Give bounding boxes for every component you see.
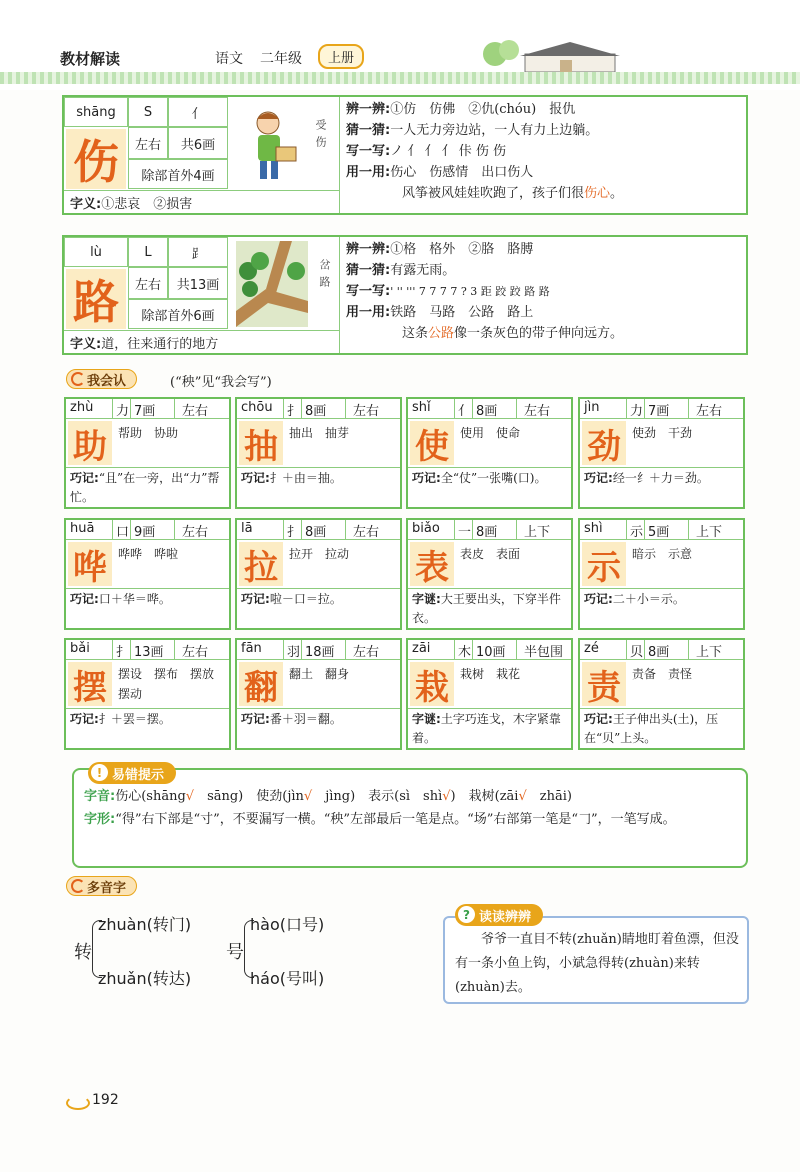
poly-reading-zhuan-4: zhuàn(转门) xyxy=(98,915,192,934)
char-pinyin: zhù xyxy=(70,400,94,415)
tip-label: 巧记: xyxy=(584,592,613,606)
divider xyxy=(688,399,689,419)
divider xyxy=(112,640,113,660)
char-pinyin: shǐ xyxy=(412,400,431,415)
divider xyxy=(454,520,455,540)
card-header-row xyxy=(237,520,400,540)
char-structure: 左右 xyxy=(182,645,209,660)
divider xyxy=(283,520,284,540)
divider xyxy=(237,588,400,589)
use-label: 用一用: xyxy=(346,165,391,180)
compare-label: 辨一辨: xyxy=(346,242,391,257)
divider xyxy=(644,640,645,660)
meaning-row xyxy=(70,193,192,212)
sentence-highlight: 伤心 xyxy=(584,186,611,201)
char-radical: 力 xyxy=(116,404,130,419)
char-radical: 一 xyxy=(458,525,472,540)
error-tips-title xyxy=(88,762,176,784)
char-tip xyxy=(70,710,228,729)
char-strokes: 13画 xyxy=(134,645,164,660)
tip-label: 巧记: xyxy=(584,712,613,726)
error-tips-title-text: 易错提示 xyxy=(112,767,165,783)
pinyin-cell: lù xyxy=(64,237,128,267)
char-words: 责备 责怪 xyxy=(632,667,693,681)
card-divider xyxy=(339,97,340,213)
divider xyxy=(472,399,473,419)
card-header-row xyxy=(237,640,400,660)
divider xyxy=(345,640,346,660)
divider xyxy=(345,520,346,540)
divider xyxy=(472,640,473,660)
divider xyxy=(130,520,131,540)
poly-char-hao: 号 xyxy=(226,942,244,963)
card-header-row xyxy=(580,399,743,419)
meaning-text: 道，往来通行的地方 xyxy=(101,337,219,352)
char-radical: 扌 xyxy=(287,404,301,419)
reading-title xyxy=(455,904,543,926)
divider xyxy=(408,467,571,468)
big-character: 路 xyxy=(66,269,126,329)
pronunciation-text: 伤心(shāng√ sāng) 使劲(jìn√ jìng) 表示(sì shì√) 栽树(zāi√ zhāi) xyxy=(115,789,572,804)
card-header-row xyxy=(580,640,743,660)
word-card-shang xyxy=(62,95,748,215)
char-card xyxy=(406,518,573,630)
char-words: 暗示 示意 xyxy=(632,547,693,561)
tip-text: “且”在一旁，出“力”帮忙。 xyxy=(70,471,220,504)
tip-label: 巧记: xyxy=(70,471,99,485)
divider xyxy=(644,520,645,540)
tip-label: 字谜: xyxy=(412,712,441,726)
char-words: 使用 使命 xyxy=(460,426,521,440)
char-card xyxy=(64,518,231,630)
char-glyph: 示 xyxy=(582,542,626,586)
compare-label: 辨一辨: xyxy=(346,102,391,117)
write-label: 写一写: xyxy=(346,284,391,299)
strokes-cell: 共13画 xyxy=(168,267,228,299)
section-label-recognize xyxy=(66,369,137,389)
tip-text: 大王要出头，下穿半件衣。 xyxy=(412,592,561,625)
char-tip xyxy=(584,710,742,748)
page-number: 192 xyxy=(92,1092,119,1108)
char-radical: 示 xyxy=(630,525,644,540)
header-band xyxy=(0,72,800,84)
word-card-lu xyxy=(62,235,748,355)
divider xyxy=(130,399,131,419)
swirl-icon xyxy=(71,879,85,893)
divider xyxy=(408,708,571,709)
char-tip xyxy=(70,590,228,609)
form-label: 字形: xyxy=(84,812,116,827)
char-words: 拉开 拉动 xyxy=(289,547,350,561)
form-row xyxy=(84,808,740,832)
char-strokes: 18画 xyxy=(305,645,335,660)
divider xyxy=(174,640,175,660)
poly-reading-hao-4: hào(口号) xyxy=(250,915,325,934)
char-card xyxy=(235,397,402,509)
tip-text: 番＋羽＝翻。 xyxy=(269,712,342,726)
char-words: 翻土 翻身 xyxy=(289,667,350,681)
char-radical: 力 xyxy=(630,404,644,419)
divider xyxy=(644,399,645,419)
char-strokes: 5画 xyxy=(648,525,670,540)
char-strokes: 10画 xyxy=(476,645,506,660)
strokes-ex-cell: 除部首外6画 xyxy=(128,299,228,329)
divider xyxy=(345,399,346,419)
divider xyxy=(301,640,302,660)
divider xyxy=(66,708,229,709)
char-glyph: 劲 xyxy=(582,421,626,465)
char-strokes: 8画 xyxy=(305,404,327,419)
char-words: 哗哗 哗啦 xyxy=(118,547,179,561)
char-structure: 左右 xyxy=(696,404,723,419)
char-glyph: 哗 xyxy=(68,542,112,586)
radical-cell: ⻊ xyxy=(168,237,228,267)
divider xyxy=(237,708,400,709)
char-words: 表皮 表面 xyxy=(460,547,521,561)
char-words: 抽出 抽芽 xyxy=(289,426,350,440)
char-card xyxy=(578,638,745,750)
tip-text: 经一纟＋力＝劲。 xyxy=(612,471,709,485)
char-tip xyxy=(412,469,570,488)
char-structure: 上下 xyxy=(696,645,723,660)
char-glyph: 抽 xyxy=(239,421,283,465)
char-structure: 左右 xyxy=(353,645,380,660)
char-words: 栽树 栽花 xyxy=(460,667,521,681)
char-pinyin: shì xyxy=(584,521,603,536)
card-header-row xyxy=(237,399,400,419)
char-radical: 口 xyxy=(116,525,130,540)
structure-cell: 左右 xyxy=(128,127,168,159)
char-pinyin: fān xyxy=(241,641,262,656)
char-tip xyxy=(241,710,399,729)
char-structure: 左右 xyxy=(182,404,209,419)
divider xyxy=(408,588,571,589)
divider xyxy=(516,640,517,660)
char-structure: 左右 xyxy=(182,525,209,540)
tip-label: 巧记: xyxy=(241,471,270,485)
tip-text: 扌＋由＝抽。 xyxy=(269,471,342,485)
pinyin-cell: shāng xyxy=(64,97,128,127)
riddle-label: 猜一猜: xyxy=(346,123,391,138)
page-swirl-icon xyxy=(66,1096,90,1110)
sentence-highlight: 公路 xyxy=(428,326,455,341)
char-pinyin: jìn xyxy=(584,400,600,415)
subject-label: 语文 xyxy=(215,51,243,67)
char-tip xyxy=(584,469,742,488)
divider xyxy=(174,399,175,419)
meaning-row xyxy=(70,333,218,352)
char-pinyin: chōu xyxy=(241,400,273,415)
tip-label: 巧记: xyxy=(412,471,441,485)
char-radical: 亻 xyxy=(458,404,472,419)
divider xyxy=(626,399,627,419)
char-strokes: 8画 xyxy=(305,525,327,540)
pronunciation-row xyxy=(84,786,740,808)
card-header-row xyxy=(66,520,229,540)
char-tip xyxy=(412,710,570,748)
char-card xyxy=(406,638,573,750)
section-label-text: 多音字 xyxy=(87,880,127,896)
char-strokes: 7画 xyxy=(648,404,670,419)
book-title: 教材解读 xyxy=(60,50,121,68)
divider xyxy=(66,467,229,468)
card-details xyxy=(346,239,746,344)
tip-label: 巧记: xyxy=(584,471,613,485)
divider xyxy=(626,520,627,540)
poly-char-zhuan: 转 xyxy=(74,942,92,963)
char-pinyin: biǎo xyxy=(412,521,440,536)
road-illustration xyxy=(236,241,308,327)
strokes-cell: 共6画 xyxy=(168,127,228,159)
section-note: (“秧”见“我会写”) xyxy=(170,375,272,390)
card-divider xyxy=(339,237,340,353)
divider xyxy=(283,640,284,660)
divider xyxy=(283,399,284,419)
char-radical: 木 xyxy=(458,645,472,660)
swirl-icon xyxy=(71,372,85,386)
compare-text: ①格 格外 ②胳 胳膊 xyxy=(390,242,534,257)
house-illustration xyxy=(465,40,645,74)
char-glyph: 表 xyxy=(410,542,454,586)
char-glyph: 摆 xyxy=(68,662,112,706)
divider xyxy=(580,588,743,589)
divider xyxy=(516,520,517,540)
char-radical: 扌 xyxy=(116,645,130,660)
char-pinyin: zé xyxy=(584,641,599,656)
initial-cell: L xyxy=(128,237,168,267)
char-tip xyxy=(584,590,742,609)
riddle-text: 一人无力旁边站，一人有力上边躺。 xyxy=(390,123,599,138)
tip-text: 扌＋罢＝摆。 xyxy=(98,712,171,726)
divider xyxy=(301,520,302,540)
meaning-label: 字义: xyxy=(70,197,102,212)
card-header-row xyxy=(580,520,743,540)
char-pinyin: huā xyxy=(70,521,95,536)
section-label-text: 我会认 xyxy=(87,373,127,389)
sentence-pre: 风筝被风娃娃吹跑了，孩子们很 xyxy=(402,186,585,201)
char-glyph: 助 xyxy=(68,421,112,465)
tip-text: 土字巧连戈，木字紧靠着。 xyxy=(412,712,561,745)
write-label: 写一写: xyxy=(346,144,391,159)
strokes-ex-cell: 除部首外4画 xyxy=(128,159,228,189)
card-details xyxy=(346,99,746,204)
divider xyxy=(580,467,743,468)
boy-illustration xyxy=(240,107,300,182)
volume-badge: 上册 xyxy=(318,44,364,69)
divider xyxy=(130,640,131,660)
reading-box xyxy=(443,916,749,1004)
form-text: “得”右下部是“寸”，不要漏写一横。“秧”左部最后一笔是点。“场”右部第一笔是“𠃌”，一笔写成。 xyxy=(115,812,676,827)
meaning-label: 字义: xyxy=(70,337,102,352)
example-sentence xyxy=(346,183,746,204)
divider xyxy=(66,588,229,589)
char-tip xyxy=(412,590,570,628)
divider xyxy=(174,520,175,540)
card-header-row xyxy=(66,399,229,419)
tip-label: 巧记: xyxy=(70,712,99,726)
divider xyxy=(688,640,689,660)
section-label-polyphone xyxy=(66,876,137,896)
char-glyph: 责 xyxy=(582,662,626,706)
card-header-row xyxy=(408,520,571,540)
usage-words: 伤心 伤感情 出口伤人 xyxy=(390,165,534,180)
tip-text: 二＋小＝示。 xyxy=(612,592,685,606)
stroke-order: ' '' ''' 7 7 7 7 ? 3 距 跤 跤 路 路 xyxy=(390,285,550,298)
card-header-row xyxy=(66,640,229,660)
initial-cell: S xyxy=(128,97,168,127)
divider xyxy=(472,520,473,540)
sentence-post: 。 xyxy=(610,186,624,201)
picture-caption: 受伤 xyxy=(314,119,327,153)
exclamation-icon: ! xyxy=(91,764,108,781)
char-structure: 左右 xyxy=(353,525,380,540)
char-structure: 半包围 xyxy=(524,645,564,660)
char-card xyxy=(578,518,745,630)
char-card xyxy=(64,638,231,750)
grade-label: 二年级 xyxy=(260,51,302,67)
divider xyxy=(237,467,400,468)
stroke-order: ノ 亻 亻 亻 佧 伤 伤 xyxy=(390,144,506,159)
usage-words: 铁路 马路 公路 路上 xyxy=(390,305,534,320)
char-tip xyxy=(70,469,228,507)
example-sentence xyxy=(346,323,746,344)
char-tip xyxy=(241,469,399,488)
meaning-text: ①悲哀 ②损害 xyxy=(101,197,193,212)
char-glyph: 翻 xyxy=(239,662,283,706)
tip-label: 巧记: xyxy=(241,712,270,726)
use-label: 用一用: xyxy=(346,305,391,320)
card-header-row xyxy=(408,640,571,660)
riddle-text: 有露无雨。 xyxy=(390,263,456,278)
char-glyph: 栽 xyxy=(410,662,454,706)
divider xyxy=(626,640,627,660)
char-structure: 上下 xyxy=(524,525,551,540)
sentence-pre: 这条 xyxy=(402,326,429,341)
tip-text: 口＋华＝哗。 xyxy=(98,592,171,606)
tip-label: 巧记: xyxy=(241,592,270,606)
char-radical: 羽 xyxy=(287,645,301,660)
char-tip xyxy=(241,590,399,609)
char-pinyin: bǎi xyxy=(70,641,90,656)
tip-text: 王子伸出头(土)，压在“贝”上头。 xyxy=(584,712,719,745)
char-strokes: 8画 xyxy=(476,404,498,419)
question-icon: ? xyxy=(458,906,475,923)
tip-label: 字谜: xyxy=(412,592,441,606)
divider xyxy=(112,520,113,540)
divider xyxy=(688,520,689,540)
structure-cell: 左右 xyxy=(128,267,168,299)
reading-title-text: 读读辨辨 xyxy=(479,909,532,925)
poly-reading-hao-2: háo(号叫) xyxy=(250,969,325,988)
char-strokes: 7画 xyxy=(134,404,156,419)
tip-label: 巧记: xyxy=(70,592,99,606)
riddle-label: 猜一猜: xyxy=(346,263,391,278)
char-card xyxy=(578,397,745,509)
big-character: 伤 xyxy=(66,129,126,189)
pronunciation-label: 字音: xyxy=(84,789,116,804)
divider xyxy=(516,399,517,419)
poly-reading-zhuan-3: zhuǎn(转达) xyxy=(98,969,192,988)
reading-text: 爷爷一直目不转(zhuǎn)睛地盯着鱼漂，但没有一条小鱼上钩，小斌急得转(zhuàn)来转(zhuàn)去。 xyxy=(455,932,739,995)
card-header-row xyxy=(408,399,571,419)
char-structure: 上下 xyxy=(696,525,723,540)
char-structure: 左右 xyxy=(524,404,551,419)
meaning-divider xyxy=(64,190,339,191)
char-words: 使劲 干劲 xyxy=(632,426,693,440)
char-pinyin: zāi xyxy=(412,641,431,656)
tip-text: 啦－口＝拉。 xyxy=(269,592,342,606)
divider xyxy=(580,708,743,709)
char-card xyxy=(406,397,573,509)
char-card xyxy=(64,397,231,509)
sentence-post: 像一条灰色的带子伸向远方。 xyxy=(454,326,624,341)
meaning-divider xyxy=(64,330,339,331)
char-card xyxy=(235,518,402,630)
radical-cell: 亻 xyxy=(168,97,228,127)
picture-caption: 岔路 xyxy=(318,259,331,293)
char-pinyin: lā xyxy=(241,521,253,536)
divider xyxy=(454,399,455,419)
char-radical: 扌 xyxy=(287,525,301,540)
char-structure: 左右 xyxy=(353,404,380,419)
char-strokes: 9画 xyxy=(134,525,156,540)
char-strokes: 8画 xyxy=(648,645,670,660)
char-words: 帮助 协助 xyxy=(118,426,179,440)
tip-text: 全“仗”一张嘴(口)。 xyxy=(440,471,547,485)
char-strokes: 8画 xyxy=(476,525,498,540)
char-glyph: 拉 xyxy=(239,542,283,586)
divider xyxy=(112,399,113,419)
char-glyph: 使 xyxy=(410,421,454,465)
error-tips-box xyxy=(72,768,748,868)
divider xyxy=(454,640,455,660)
char-card xyxy=(235,638,402,750)
compare-text: ①仿 仿佛 ②仇(chóu) 报仇 xyxy=(390,102,576,117)
page-header xyxy=(0,0,800,90)
char-radical: 贝 xyxy=(630,645,644,660)
divider xyxy=(301,399,302,419)
char-words: 摆设 摆布 摆放 摆动 xyxy=(118,667,227,701)
